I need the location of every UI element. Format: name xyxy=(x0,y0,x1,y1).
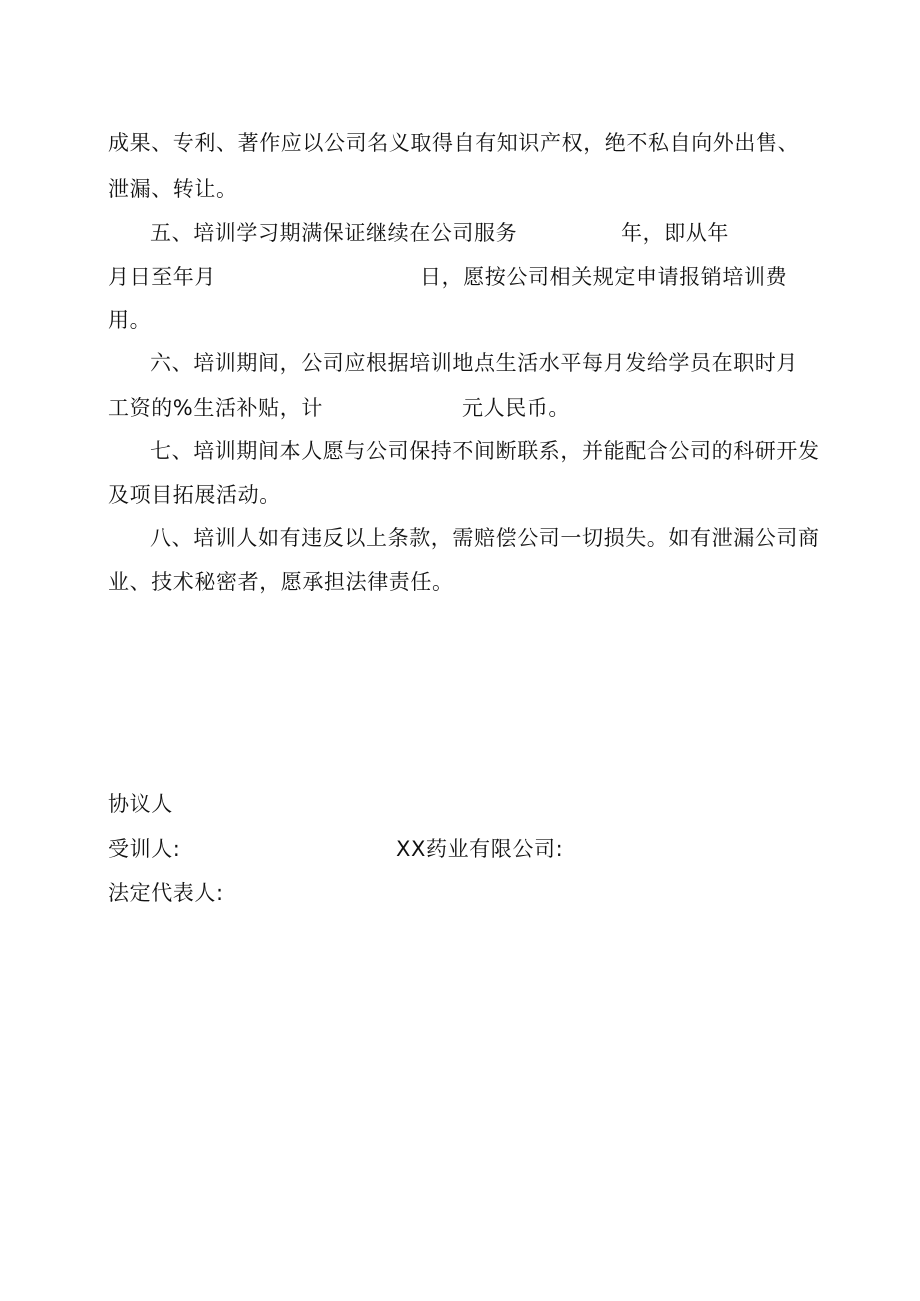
signature-heading: 协议人 xyxy=(108,792,173,816)
company-label: XX药业有限公司: xyxy=(396,837,564,861)
intro-line-1: 成果、专利、著作应以公司名义取得自有知识产权，绝不私自向外出售、 xyxy=(108,131,800,155)
clause-5-line-3: 用。 xyxy=(108,308,152,332)
clause-8-line-1: 八、培训人如有违反以上条款，需赔偿公司一切损失。如有泄漏公司商 xyxy=(150,526,820,550)
clause-6-line-1: 六、培训期间，公司应根据培训地点生活水平每月发给学员在职时月 xyxy=(150,351,798,375)
clause-5-text-b: 年，即从年 xyxy=(621,221,729,245)
clause-6-text-a: 工资的%生活补贴，计 xyxy=(108,396,323,420)
legal-representative-label: 法定代表人: xyxy=(108,881,224,905)
intro-line-2: 泄漏、转让。 xyxy=(108,177,238,201)
clause-8-line-2: 业、技术秘密者，愿承担法律责任。 xyxy=(108,570,454,594)
clause-5-text-c: 月日至年月 xyxy=(108,265,216,289)
clause-7-line-1: 七、培训期间本人愿与公司保持不间断联系，并能配合公司的科研开发 xyxy=(150,439,820,463)
trainee-label: 受训人: xyxy=(108,837,181,861)
clause-5-text-a: 五、培训学习期满保证继续在公司服务 xyxy=(150,221,518,245)
clause-6-text-b: 元人民币。 xyxy=(462,396,570,420)
clause-7-line-2: 及项目拓展活动。 xyxy=(108,483,281,507)
clause-5-text-d: 日，愿按公司相关规定申请报销培训费 xyxy=(420,265,788,289)
